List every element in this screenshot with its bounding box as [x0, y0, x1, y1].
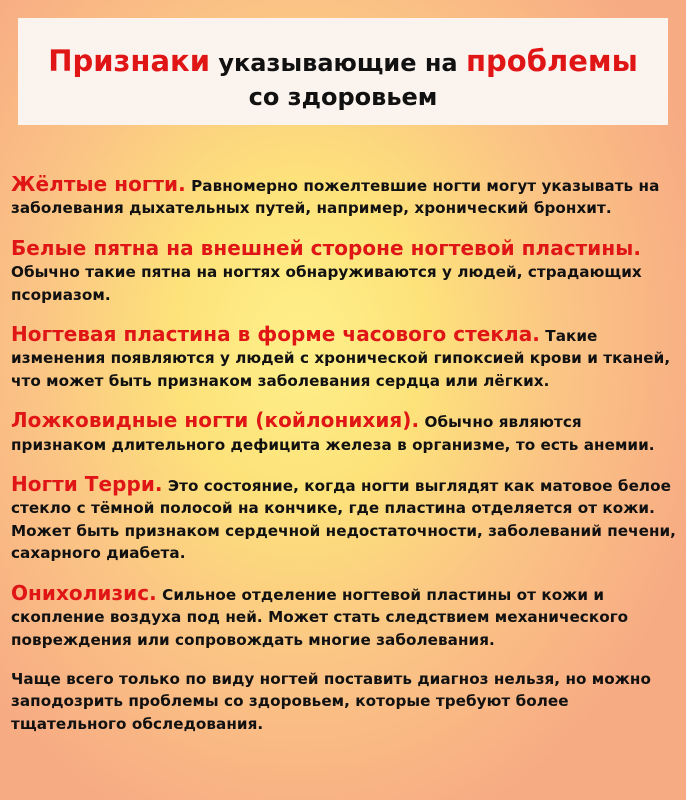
symptom-heading: Онихолизис. — [11, 580, 157, 605]
symptom-watch-glass-nails — [11, 323, 679, 392]
title-line-1 — [18, 44, 668, 80]
symptom-terry-nails — [11, 473, 679, 565]
title-word-problems: проблемы — [465, 44, 638, 78]
symptom-heading: Ложковидные ногти (койлонихия). — [11, 408, 420, 433]
title-banner — [18, 18, 668, 125]
symptom-description: Обычно такие пятна на ногтях обнаруживаются у людей, страдающих псориазом. — [11, 263, 642, 304]
symptom-koilonychia — [11, 409, 679, 456]
symptom-description: Это состояние, когда ногти выглядят как матовое белое стекло с тёмной полосой на кончике, где пластина отделяется от кожи. Может быть признаком сердечной недостаточности, заболеваний печени, сахарного диабета. — [11, 477, 676, 563]
symptom-heading: Белые пятна на внешней стороне ногтевой пластины. — [11, 235, 642, 260]
symptom-heading: Ногтевая пластина в форме часового стекла. — [11, 322, 540, 347]
symptom-heading: Ногти Терри. — [11, 472, 163, 497]
symptom-yellow-nails — [11, 173, 679, 220]
symptom-onycholysis — [11, 582, 679, 651]
symptom-description: Такие изменения появляются у людей с хронической гипоксией крови и тканей, что может быть признаком заболевания сердца или лёгких. — [11, 327, 671, 390]
symptom-description: Равномерно пожелтевшие ногти могут указывать на заболевания дыхательных путей, например, хронический бронхит. — [11, 177, 660, 218]
footer-note: Чаще всего только по виду ногтей поставить диагноз нельзя, но можно заподозрить проблемы со здоровьем, которые требуют более тщательного обследования. — [11, 669, 651, 733]
symptom-description: Сильное отделение ногтевой пластины от кожи и скопление воздуха под ней. Может стать следствием механического повреждения или сопровождать многие заболевания. — [11, 585, 629, 649]
symptom-heading: Жёлтые ногти. — [11, 172, 186, 196]
title-word-indicating: указывающие на — [218, 49, 458, 77]
title-line-2: со здоровьем — [248, 83, 438, 111]
symptom-white-spots — [11, 237, 679, 306]
symptoms-list — [11, 173, 679, 735]
title-word-signs: Признаки — [48, 44, 211, 78]
symptom-description: Обычно являются признаком длительного дефицита железа в организме, то есть анемии. — [11, 413, 655, 454]
